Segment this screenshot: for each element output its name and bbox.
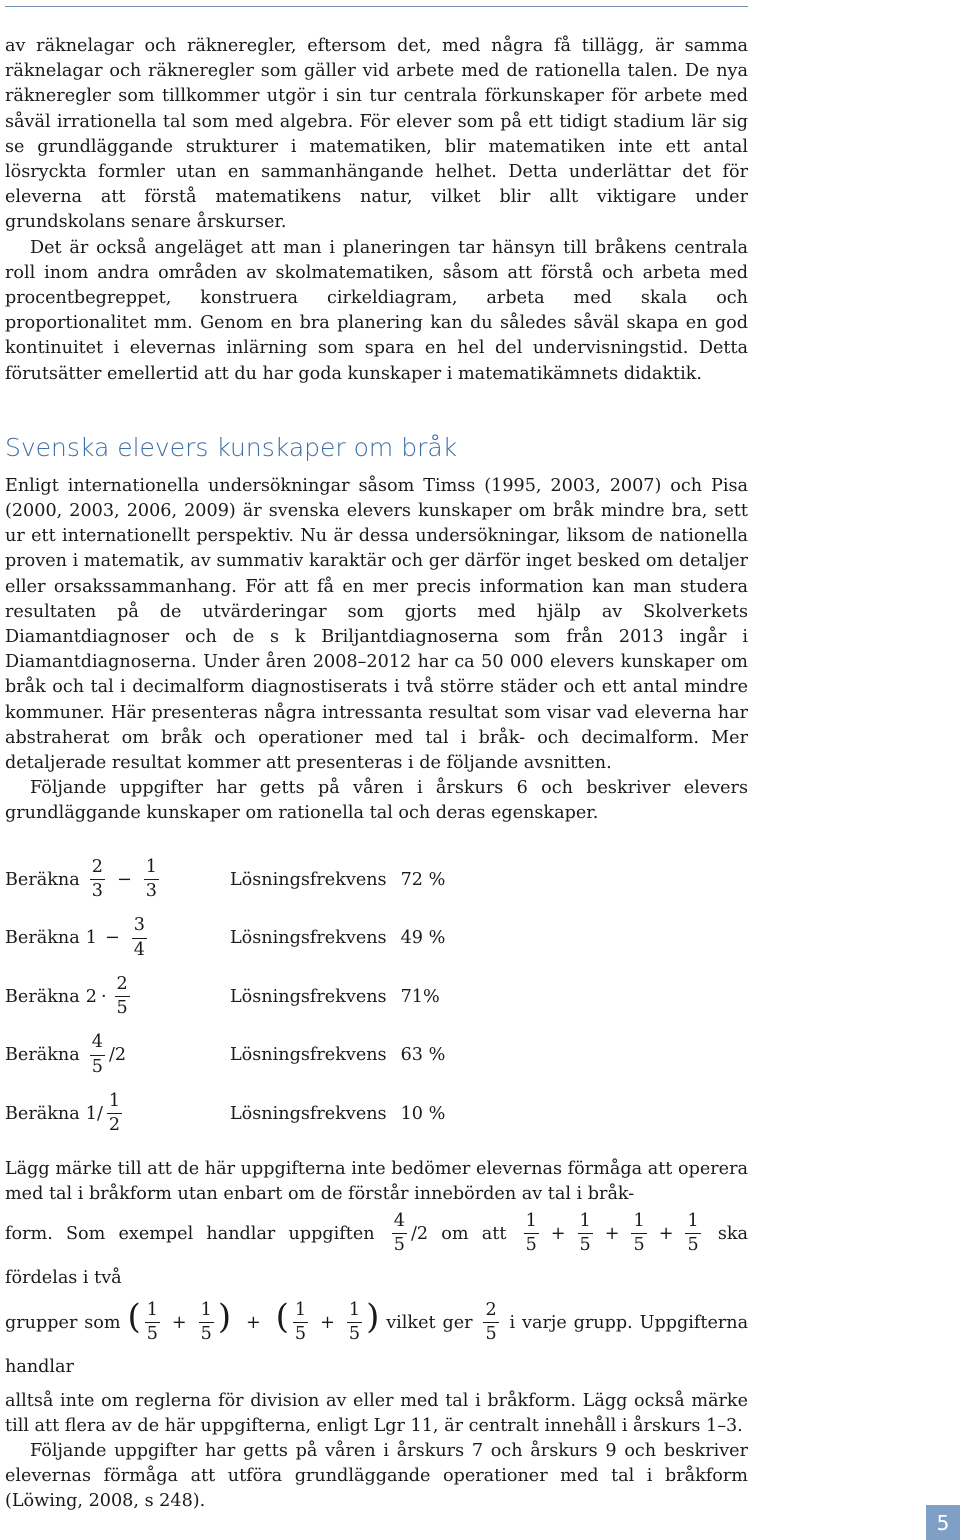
fraction: $\frac{2}{5}$	[485, 1299, 497, 1345]
section-heading: Svenska elevers kunskaper om bråk	[5, 432, 458, 462]
fraction: $\frac{1}{5}$	[146, 1299, 158, 1345]
math-expression: 2 · $\frac{2}{5}$	[85, 973, 128, 1019]
task-prefix: Beräkna	[5, 869, 80, 890]
fraction: $\frac{1}{3}$	[145, 856, 157, 902]
paragraph: alltså inte om reglerna för division av eller med tal i bråkform. Lägg också märke till att flera av de här uppgifterna, enligt Lgr 11, är centralt innehåll i årskurs 1–3.	[5, 1390, 748, 1436]
header-rule	[5, 6, 748, 7]
fraction: $\frac{1}{5}$	[348, 1299, 361, 1345]
fraction: $\frac{1}{5}$	[633, 1210, 645, 1256]
result-label: Lösningsfrekvens	[230, 1103, 387, 1124]
task-row	[5, 1085, 748, 1144]
task-row	[5, 851, 748, 910]
fraction: $\frac{1}{5}$	[687, 1210, 699, 1256]
paragraph: Följande uppgifter har getts på våren i årskurs 7 och årskurs 9 och beskriver elevernas förmåga att utföra grundläggande operationer med tal i bråkform (Löwing, 2008, s 248).	[5, 1441, 748, 1512]
inline-math-line: form. Som exempel handlar uppgiften $\frac{4}{5}$ /2 om att $\frac{1}{5}$ + $\frac{1}{5}$ + $\frac{1}{5}$ + $\frac{1}{5}$ ska fördelas i två	[5, 1210, 749, 1288]
task-prefix: Beräkna	[5, 1103, 80, 1124]
task-row	[5, 909, 748, 968]
math-expression: $\frac{2}{3}$ − $\frac{1}{3}$	[91, 856, 157, 902]
fraction: $\frac{1}{5}$	[525, 1210, 537, 1256]
result-value: 10 %	[400, 1103, 446, 1124]
task-row	[5, 968, 748, 1027]
page-content	[5, 34, 748, 1515]
task-list	[5, 851, 748, 1144]
fraction: $\frac{4}{5}$	[393, 1210, 405, 1256]
fraction: $\frac{1}{5}$	[579, 1210, 591, 1256]
inline-math-line: grupper som ( $\frac{1}{5}$ + $\frac{1}{5}$ ) + ( $\frac{1}{5}$ + $\frac{1}{5}$ ) vilket ger $\frac{2}{5}$ i varje grupp. Uppgifterna handlar	[5, 1296, 749, 1377]
task-row	[5, 1026, 748, 1085]
result-value: 71%	[400, 986, 440, 1007]
fraction: $\frac{2}{3}$	[91, 856, 103, 902]
math-expression: $\frac{4}{5}$ /2	[91, 1032, 127, 1077]
paragraph: Det är också angeläget att man i planeringen tar hänsyn till bråkens centrala roll inom andra områden av skolmatematiken, såsom att förstå och arbeta med procentbegreppet, konstruera cirkeldiagram, arbeta med skala och proportionalitet mm. Genom en bra planering kan du således såväl skapa en god kontinuitet i elevernas inlärning som spara en hel del undervisningstid. Detta förutsätter emellertid att du har goda kunskaper i matematikämnets didaktik.	[5, 237, 748, 384]
fraction: $\frac{4}{5}$	[91, 1032, 103, 1077]
result-label: Lösningsfrekvens	[230, 928, 387, 949]
fraction: $\frac{1}{5}$	[200, 1299, 212, 1345]
result-value: 72 %	[400, 869, 446, 890]
task-prefix: Beräkna	[5, 1045, 80, 1066]
paragraph: av räknelagar och räkneregler, eftersom det, med några få tillägg, är samma räknelagar och räkneregler som gäller vid arbete med de rationella talen. De nya räkneregler som tillkommer utgör i sin tur centrala förkunskaper för arbete med såväl irrationella tal som med algebra. För elever som på ett tidigt stadium lär sig se grundläggande strukturer i matematiken, blir matematiken inte ett antal lösryckta formler utan en sammanhängande helhet. Detta underlättar det för eleverna att förstå matematikens natur, vilket blir allt viktigare under grundskolans senare årskurser.	[5, 36, 748, 233]
paragraph: Enligt internationella undersökningar såsom Timss (1995, 2003, 2007) och Pisa (2000, 2003, 2006, 2009) är svenska elevers kunskaper om bråk mindre bra, sett ur ett internationellt perspektiv. Nu är dessa undersökningar, liksom de nationella proven i matematik, av summativ karaktär och ger därför inget besked om detaljer eller orsakssammanhang. För att få en mer precis information kan man studera resultaten på de utvärderingar som gjorts med hjälp av Skolverkets Diamantdiagnoser och de s k Briljantdiagnoserna som från 2013 ingår i Diamantdiagnoserna. Under åren 2008–2012 har ca 50 000 elevers kunskaper om bråk och tal i decimalform diagnostiserats i två större städer och ett antal mindre kommuner. Här presenteras några intressanta resultat som visar vad eleverna har abstraherat om bråk och operationer med tal i bråk- och decimalform. Mer detaljerade resultat kommer att presenteras i de följande avsnitten.	[5, 475, 748, 774]
task-prefix: Beräkna	[5, 928, 80, 949]
fraction: $\frac{2}{5}$	[116, 973, 128, 1019]
task-prefix: Beräkna	[5, 986, 80, 1007]
result-label: Lösningsfrekvens	[230, 986, 387, 1007]
result-value: 63 %	[400, 1045, 446, 1066]
result-value: 49 %	[400, 928, 446, 949]
result-label: Lösningsfrekvens	[230, 1045, 387, 1066]
page-number: 5	[926, 1505, 960, 1540]
fraction: $\frac{1}{2}$	[108, 1090, 121, 1136]
result-label: Lösningsfrekvens	[230, 869, 387, 890]
math-expression: 1 − $\frac{3}{4}$	[85, 915, 145, 960]
math-expression: 1 / $\frac{1}{2}$	[85, 1090, 121, 1136]
paragraph: Lägg märke till att de här uppgifterna inte bedömer elevernas förmåga att operera med tal i bråkform utan enbart om de förstår innebörden av tal i bråk-	[5, 1159, 748, 1205]
fraction: $\frac{3}{4}$	[133, 915, 145, 960]
fraction: $\frac{1}{5}$	[294, 1299, 307, 1345]
paragraph: Följande uppgifter har getts på våren i årskurs 6 och beskriver elevers grundläggande kunskaper om rationella tal och deras egenskaper.	[5, 778, 748, 824]
